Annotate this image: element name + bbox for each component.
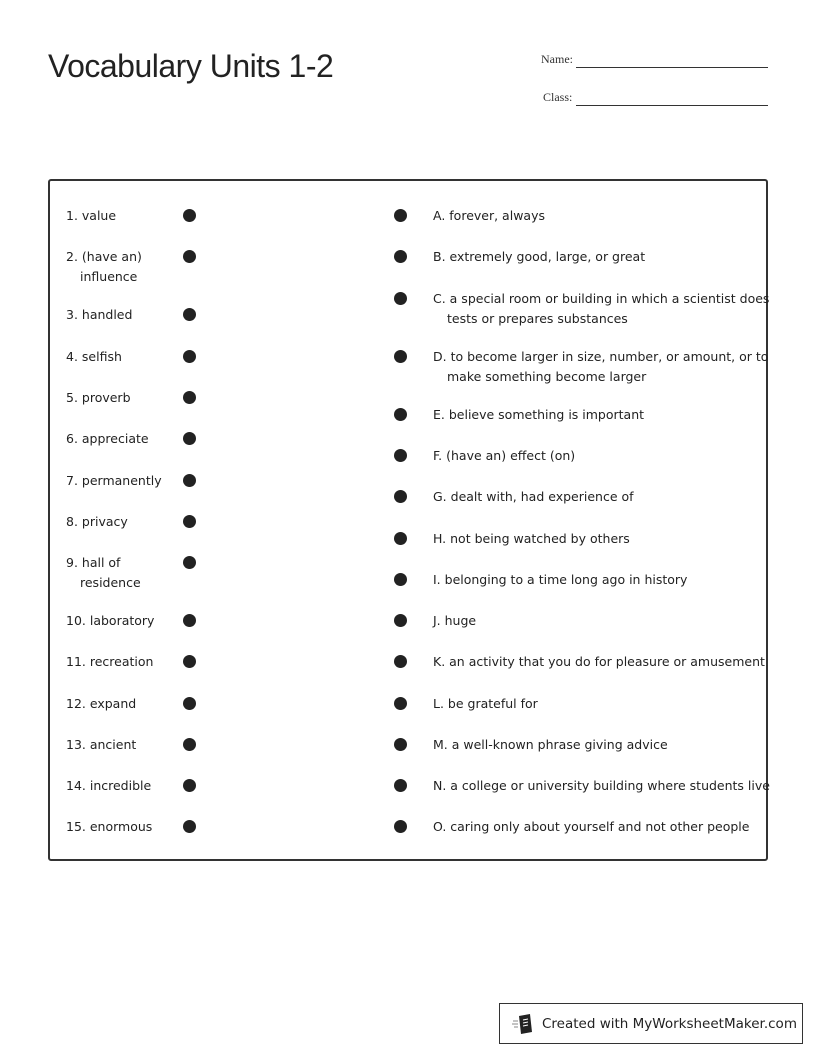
definition-text: H. not being watched by others [433,531,630,546]
definition-match-dot[interactable] [394,449,407,462]
term-text: residence [80,574,141,590]
matching-box [48,179,768,861]
definition-item [433,405,644,425]
term-item [66,652,153,672]
definition-match-dot[interactable] [394,655,407,668]
definition-match-dot[interactable] [394,532,407,545]
definition-text: O. caring only about yourself and not other people [433,819,750,834]
term-item [66,247,142,286]
term-text: 6. appreciate [66,431,149,446]
definition-item [433,529,630,549]
term-item [66,388,131,408]
name-label: Name: [541,52,573,66]
term-match-dot[interactable] [183,779,196,792]
definition-item [433,652,765,672]
term-match-dot[interactable] [183,432,196,445]
term-text: 14. incredible [66,778,152,793]
definition-text: G. dealt with, had experience of [433,489,634,504]
term-text: 1. value [66,208,117,223]
definition-text: D. to become larger in size, number, or amount, or to [433,349,769,364]
definition-text: tests or prepares substances [447,310,628,326]
definition-text: M. a well-known phrase giving advice [433,737,668,752]
term-text: 11. recreation [66,654,154,669]
definition-text: make something become larger [447,368,647,384]
definition-match-dot[interactable] [394,490,407,503]
term-text: 13. ancient [66,737,137,752]
term-item [66,471,162,491]
definition-text: A. forever, always [433,208,545,223]
definition-match-dot[interactable] [394,250,407,263]
definition-item [433,735,668,755]
term-match-dot[interactable] [183,556,196,569]
definition-text: N. a college or university building where students live [433,778,770,793]
class-field[interactable] [576,105,768,106]
definition-item [433,289,769,328]
term-item [66,512,128,532]
term-match-dot[interactable] [183,250,196,263]
term-match-dot[interactable] [183,209,196,222]
term-item [66,305,132,325]
term-match-dot[interactable] [183,474,196,487]
definition-item [433,347,768,386]
definition-text: B. extremely good, large, or great [433,249,646,264]
definition-text: C. a special room or building in which a scientist does [433,291,770,306]
definition-text: K. an activity that you do for pleasure or amusement [433,654,765,669]
term-text: 4. selfish [66,349,122,364]
term-text: 2. (have an) [66,249,142,264]
class-label: Class: [543,90,573,104]
term-item [66,776,151,796]
definition-item [433,570,687,590]
term-match-dot[interactable] [183,515,196,528]
definition-match-dot[interactable] [394,614,407,627]
definition-item [433,247,645,267]
term-match-dot[interactable] [183,738,196,751]
definition-match-dot[interactable] [394,697,407,710]
term-match-dot[interactable] [183,391,196,404]
definition-text: J. huge [433,613,477,628]
definition-item [433,446,575,466]
term-match-dot[interactable] [183,350,196,363]
definition-text: L. be grateful for [433,696,538,711]
name-field[interactable] [576,67,768,68]
term-match-dot[interactable] [183,655,196,668]
term-text: 12. expand [66,696,137,711]
term-text: 9. hall of [66,555,121,570]
term-item [66,347,122,367]
term-text: 3. handled [66,307,133,322]
term-match-dot[interactable] [183,820,196,833]
definition-item [433,487,634,507]
definition-match-dot[interactable] [394,779,407,792]
definition-match-dot[interactable] [394,820,407,833]
term-text: 15. enormous [66,819,153,834]
definition-item [433,776,770,796]
footer-badge[interactable] [499,1003,803,1044]
definition-item [433,694,538,714]
definition-match-dot[interactable] [394,209,407,222]
definition-match-dot[interactable] [394,292,407,305]
footer-text: Created with MyWorksheetMaker.com [542,1015,797,1032]
page-title: Vocabulary Units 1-2 [48,48,334,84]
term-text: 8. privacy [66,514,128,529]
term-match-dot[interactable] [183,697,196,710]
definition-match-dot[interactable] [394,408,407,421]
term-text: 5. proverb [66,390,131,405]
definition-match-dot[interactable] [394,573,407,586]
definition-item [433,611,476,631]
term-item [66,694,136,714]
term-item [66,817,152,837]
definition-text: E. believe something is important [433,407,645,422]
term-item [66,206,116,226]
definition-item [433,206,545,226]
worksheet-logo-icon [512,1013,534,1035]
term-text: 10. laboratory [66,613,155,628]
term-text: influence [80,268,138,284]
term-item [66,735,136,755]
definition-item [433,817,749,837]
term-match-dot[interactable] [183,308,196,321]
term-match-dot[interactable] [183,614,196,627]
term-text: 7. permanently [66,473,162,488]
definition-match-dot[interactable] [394,350,407,363]
term-item [66,429,149,449]
term-item [66,553,141,592]
definition-text: F. (have an) effect (on) [433,448,576,463]
definition-match-dot[interactable] [394,738,407,751]
term-item [66,611,154,631]
definition-text: I. belonging to a time long ago in history [433,572,688,587]
